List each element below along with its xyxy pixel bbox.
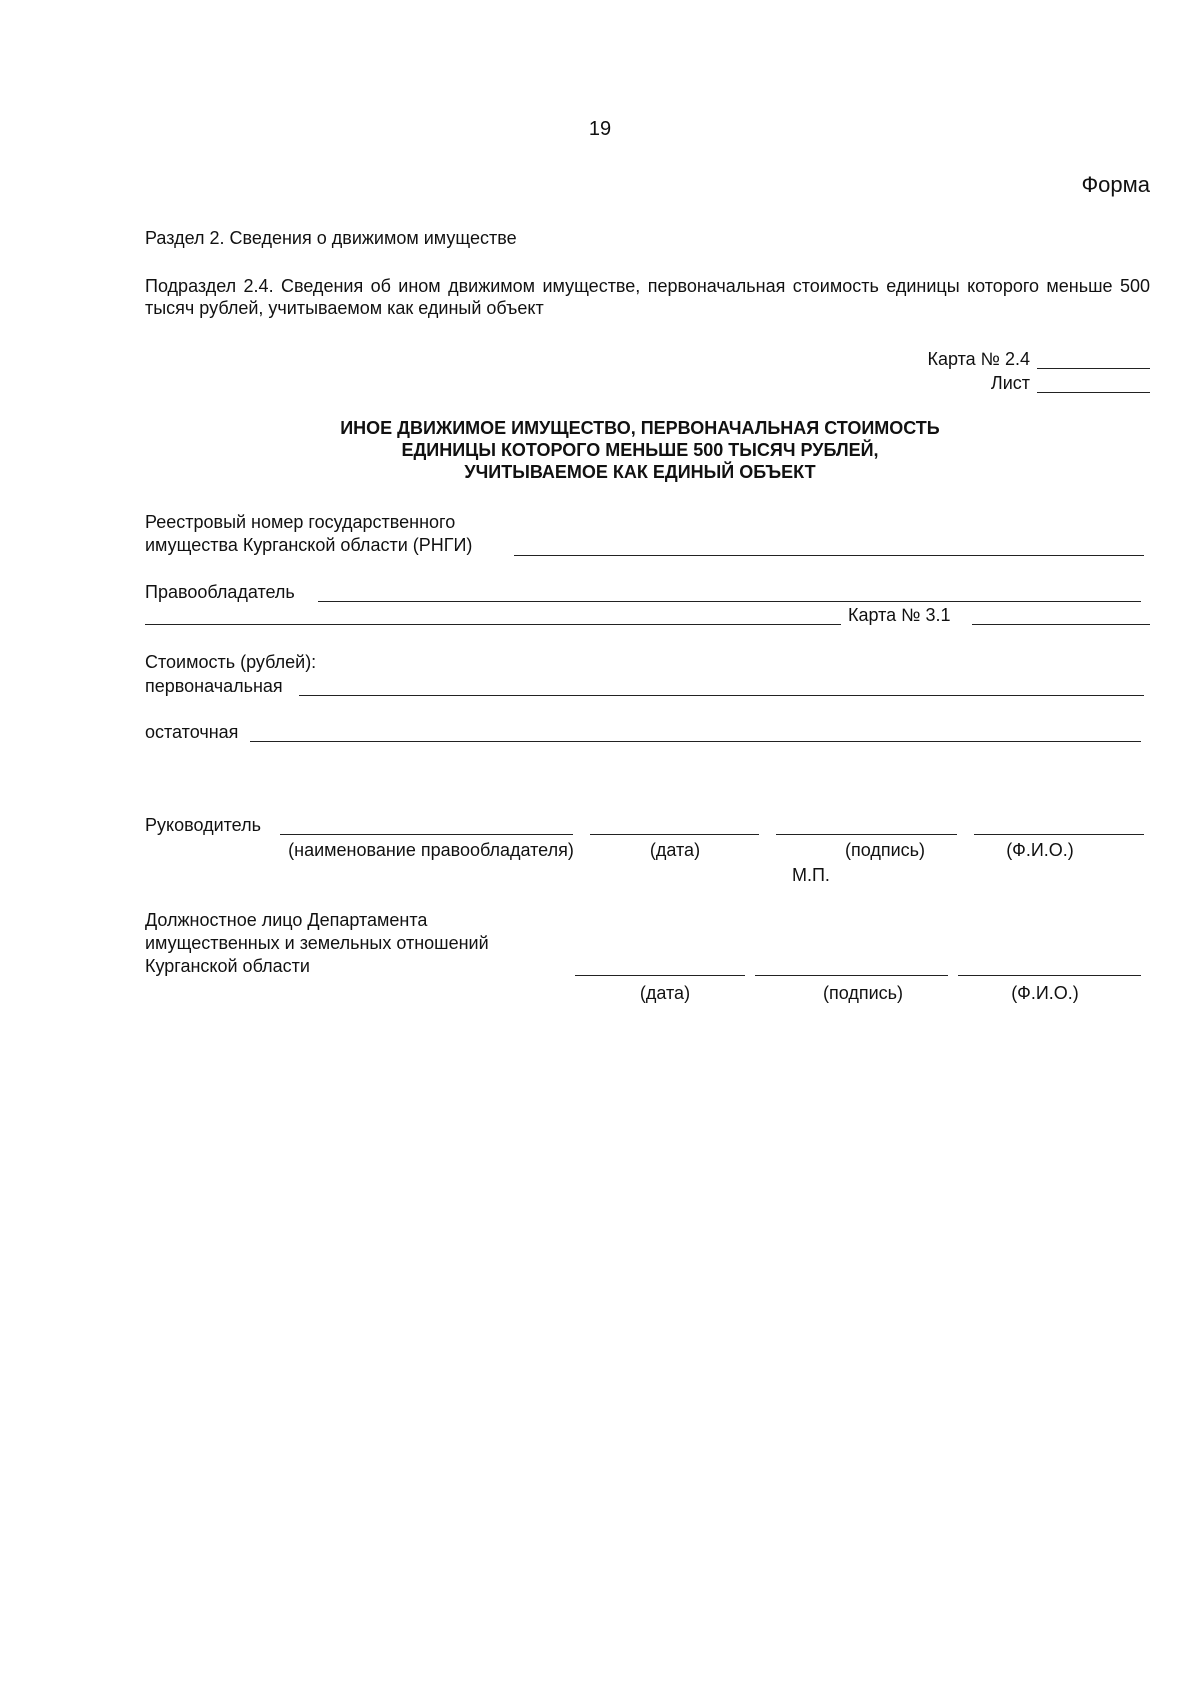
form-title-line-2: ЕДИНИЦЫ КОТОРОГО МЕНЬШЕ 500 ТЫСЯЧ РУБЛЕЙ, bbox=[401, 440, 879, 460]
form-title-line-3: УЧИТЫВАЕМОЕ КАК ЕДИНЫЙ ОБЪЕКТ bbox=[464, 462, 816, 482]
head-name-line[interactable] bbox=[974, 834, 1144, 835]
sheet-label: Лист bbox=[990, 373, 1030, 393]
stamp-label: М.П. bbox=[792, 865, 830, 885]
registry-label-line-2: имущества Курганской области (РНГИ) bbox=[145, 535, 473, 555]
official-name-line[interactable] bbox=[958, 975, 1141, 976]
official-label-line-1: Должностное лицо Департамента bbox=[145, 910, 428, 930]
official-date-line[interactable] bbox=[575, 975, 745, 976]
page-number: 19 bbox=[588, 118, 612, 140]
card-number-line bbox=[1037, 368, 1150, 369]
holder-input-line[interactable] bbox=[318, 601, 1141, 602]
form-label: Форма bbox=[1081, 172, 1150, 197]
card-label: Карта № 2.4 bbox=[927, 349, 1030, 369]
registry-label-line-1: Реестровый номер государственного bbox=[145, 512, 456, 532]
head-signature-caption: (подпись) bbox=[844, 840, 926, 860]
cost-label: Стоимость (рублей): bbox=[145, 652, 317, 672]
head-signature-line[interactable] bbox=[776, 834, 957, 835]
residual-cost-input-line[interactable] bbox=[250, 741, 1141, 742]
head-name-caption: (Ф.И.О.) bbox=[1006, 840, 1074, 860]
subsection-text: Подраздел 2.4. Сведения об ином движимом имуществе, первоначальная стоимость единицы которого меньше 500 тысяч рублей, учитываемом как единый объект bbox=[145, 276, 1150, 318]
residual-cost-label: остаточная bbox=[145, 722, 239, 742]
holder-card-number-line[interactable] bbox=[972, 624, 1150, 625]
official-signature-caption: (подпись) bbox=[822, 983, 904, 1003]
head-label: Руководитель bbox=[145, 815, 261, 835]
head-holder-line[interactable] bbox=[280, 834, 573, 835]
holder-input-line-2[interactable] bbox=[145, 624, 841, 625]
head-holder-caption: (наименование правообладателя) bbox=[288, 840, 574, 860]
registry-number-input-line[interactable] bbox=[514, 555, 1144, 556]
form-title-line-1: ИНОЕ ДВИЖИМОЕ ИМУЩЕСТВО, ПЕРВОНАЧАЛЬНАЯ СТОИМОСТЬ bbox=[340, 418, 940, 438]
official-label-line-3: Курганской области bbox=[145, 956, 310, 976]
official-name-caption: (Ф.И.О.) bbox=[1011, 983, 1079, 1003]
holder-label: Правообладатель bbox=[145, 582, 295, 602]
head-date-caption: (дата) bbox=[649, 840, 701, 860]
official-signature-line[interactable] bbox=[755, 975, 948, 976]
holder-card-label: Карта № 3.1 bbox=[848, 605, 951, 625]
section-title: Раздел 2. Сведения о движимом имуществе bbox=[145, 228, 517, 248]
initial-cost-label: первоначальная bbox=[145, 676, 283, 696]
official-label-line-2: имущественных и земельных отношений bbox=[145, 933, 489, 953]
initial-cost-input-line[interactable] bbox=[299, 695, 1144, 696]
head-date-line[interactable] bbox=[590, 834, 759, 835]
sheet-number-line bbox=[1037, 392, 1150, 393]
official-date-caption: (дата) bbox=[639, 983, 691, 1003]
